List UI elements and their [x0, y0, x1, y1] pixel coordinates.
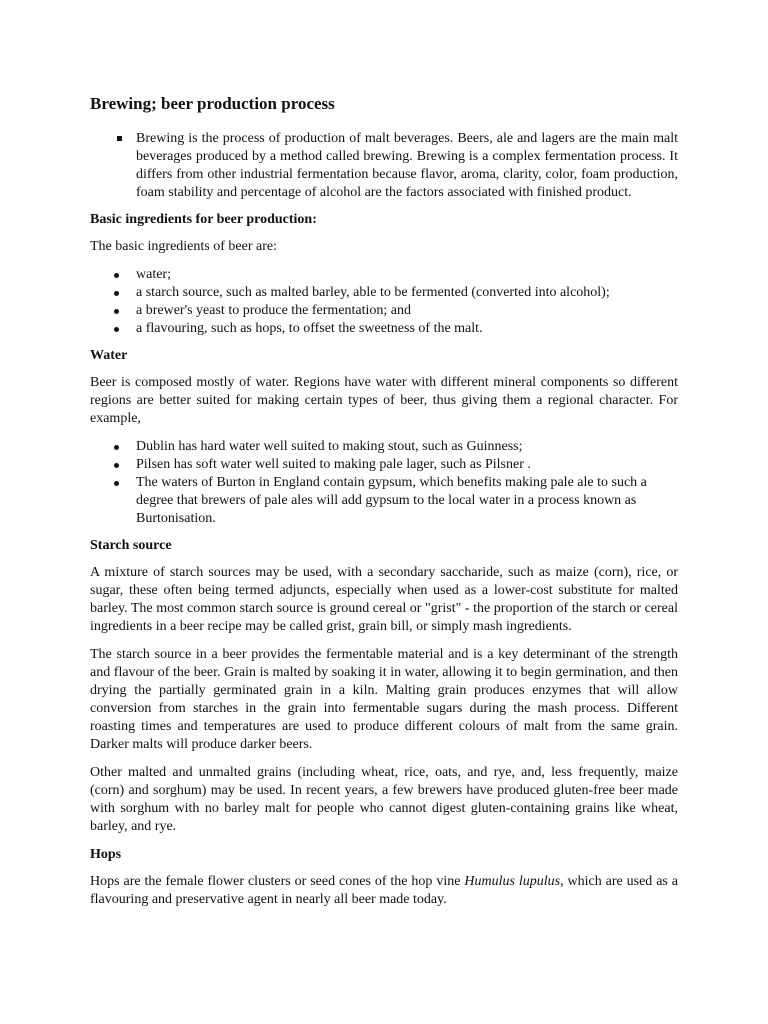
list-item: water; [90, 266, 678, 284]
water-paragraph: Beer is composed mostly of water. Regions have water with different mineral components so different regions are better suited for making certain types of beer, thus giving them a regional character. For example, [90, 375, 678, 426]
hops-paragraph [90, 873, 678, 909]
hops-species: Humulus lupulus [464, 874, 561, 889]
intro-list [90, 130, 678, 202]
document-body [90, 94, 678, 919]
hops-text-before: Hops are the female flower clusters or seed cones of the hop vine [90, 874, 465, 889]
water-heading: Water [90, 348, 128, 363]
ingredients-lead: The basic ingredients of beer are: [90, 239, 277, 254]
hops-text-after: , which are used as a flavouring and preservative agent in nearly all beer made today. [90, 874, 679, 907]
page-title: Brewing; beer production process [90, 94, 335, 113]
list-item: a brewer's yeast to produce the fermentation; and [90, 302, 678, 320]
intro-bullet: Brewing is the process of production of malt beverages. Beers, ale and lagers are the main malt beverages produced by a method called brewing. Brewing is a complex fermentation process. It differs from other industrial fermentation because flavor, aroma, clarity, color, foam production, foam stability and percentage of alcohol are the factors associated with finished product. [90, 130, 678, 202]
list-item: a flavouring, such as hops, to offset the sweetness of the malt. [90, 320, 678, 338]
starch-paragraph: A mixture of starch sources may be used, with a secondary saccharide, such as maize (corn), rice, or sugar, these often being termed adjuncts, especially when used as a lower-cost substitute for malted barley. The most common starch source is ground cereal or "grist" - the proportion of the starch or cereal ingredients in a beer recipe may be called grist, grain bill, or simply mash ingredients. [90, 565, 678, 634]
starch-paragraph: Other malted and unmalted grains (including wheat, rice, oats, and rye, and, less frequently, maize (corn) and sorghum) may be used. In recent years, a few brewers have produced gluten-free beer made with sorghum with no barley malt for people who cannot digest gluten-containing grains like wheat, barley, and rye. [90, 765, 678, 834]
list-item: The waters of Burton in England contain gypsum, which benefits making pale ale to such a degree that brewers of pale ales will add gypsum to the local water in a process known as Burtonisation. [90, 474, 678, 528]
starch-heading: Starch source [90, 538, 172, 553]
ingredients-heading: Basic ingredients for beer production: [90, 212, 317, 227]
ingredients-list [90, 266, 678, 338]
list-item: a starch source, such as malted barley, able to be fermented (converted into alcohol); [90, 284, 678, 302]
starch-paragraph: The starch source in a beer provides the fermentable material and is a key determinant of the strength and flavour of the beer. Grain is malted by soaking it in water, allowing it to begin germination, and then drying the partially germinated grain in a kiln. Malting grain produces enzymes that will allow conversion from starches in the grain into fermentable sugars during the mash process. Different roasting times and temperatures are used to produce different colours of malt from the same grain. Darker malts will produce darker beers. [90, 647, 678, 752]
list-item: Dublin has hard water well suited to making stout, such as Guinness; [90, 438, 678, 456]
list-item: Pilsen has soft water well suited to making pale lager, such as Pilsner . [90, 456, 678, 474]
water-list [90, 438, 678, 528]
hops-heading: Hops [90, 847, 122, 862]
